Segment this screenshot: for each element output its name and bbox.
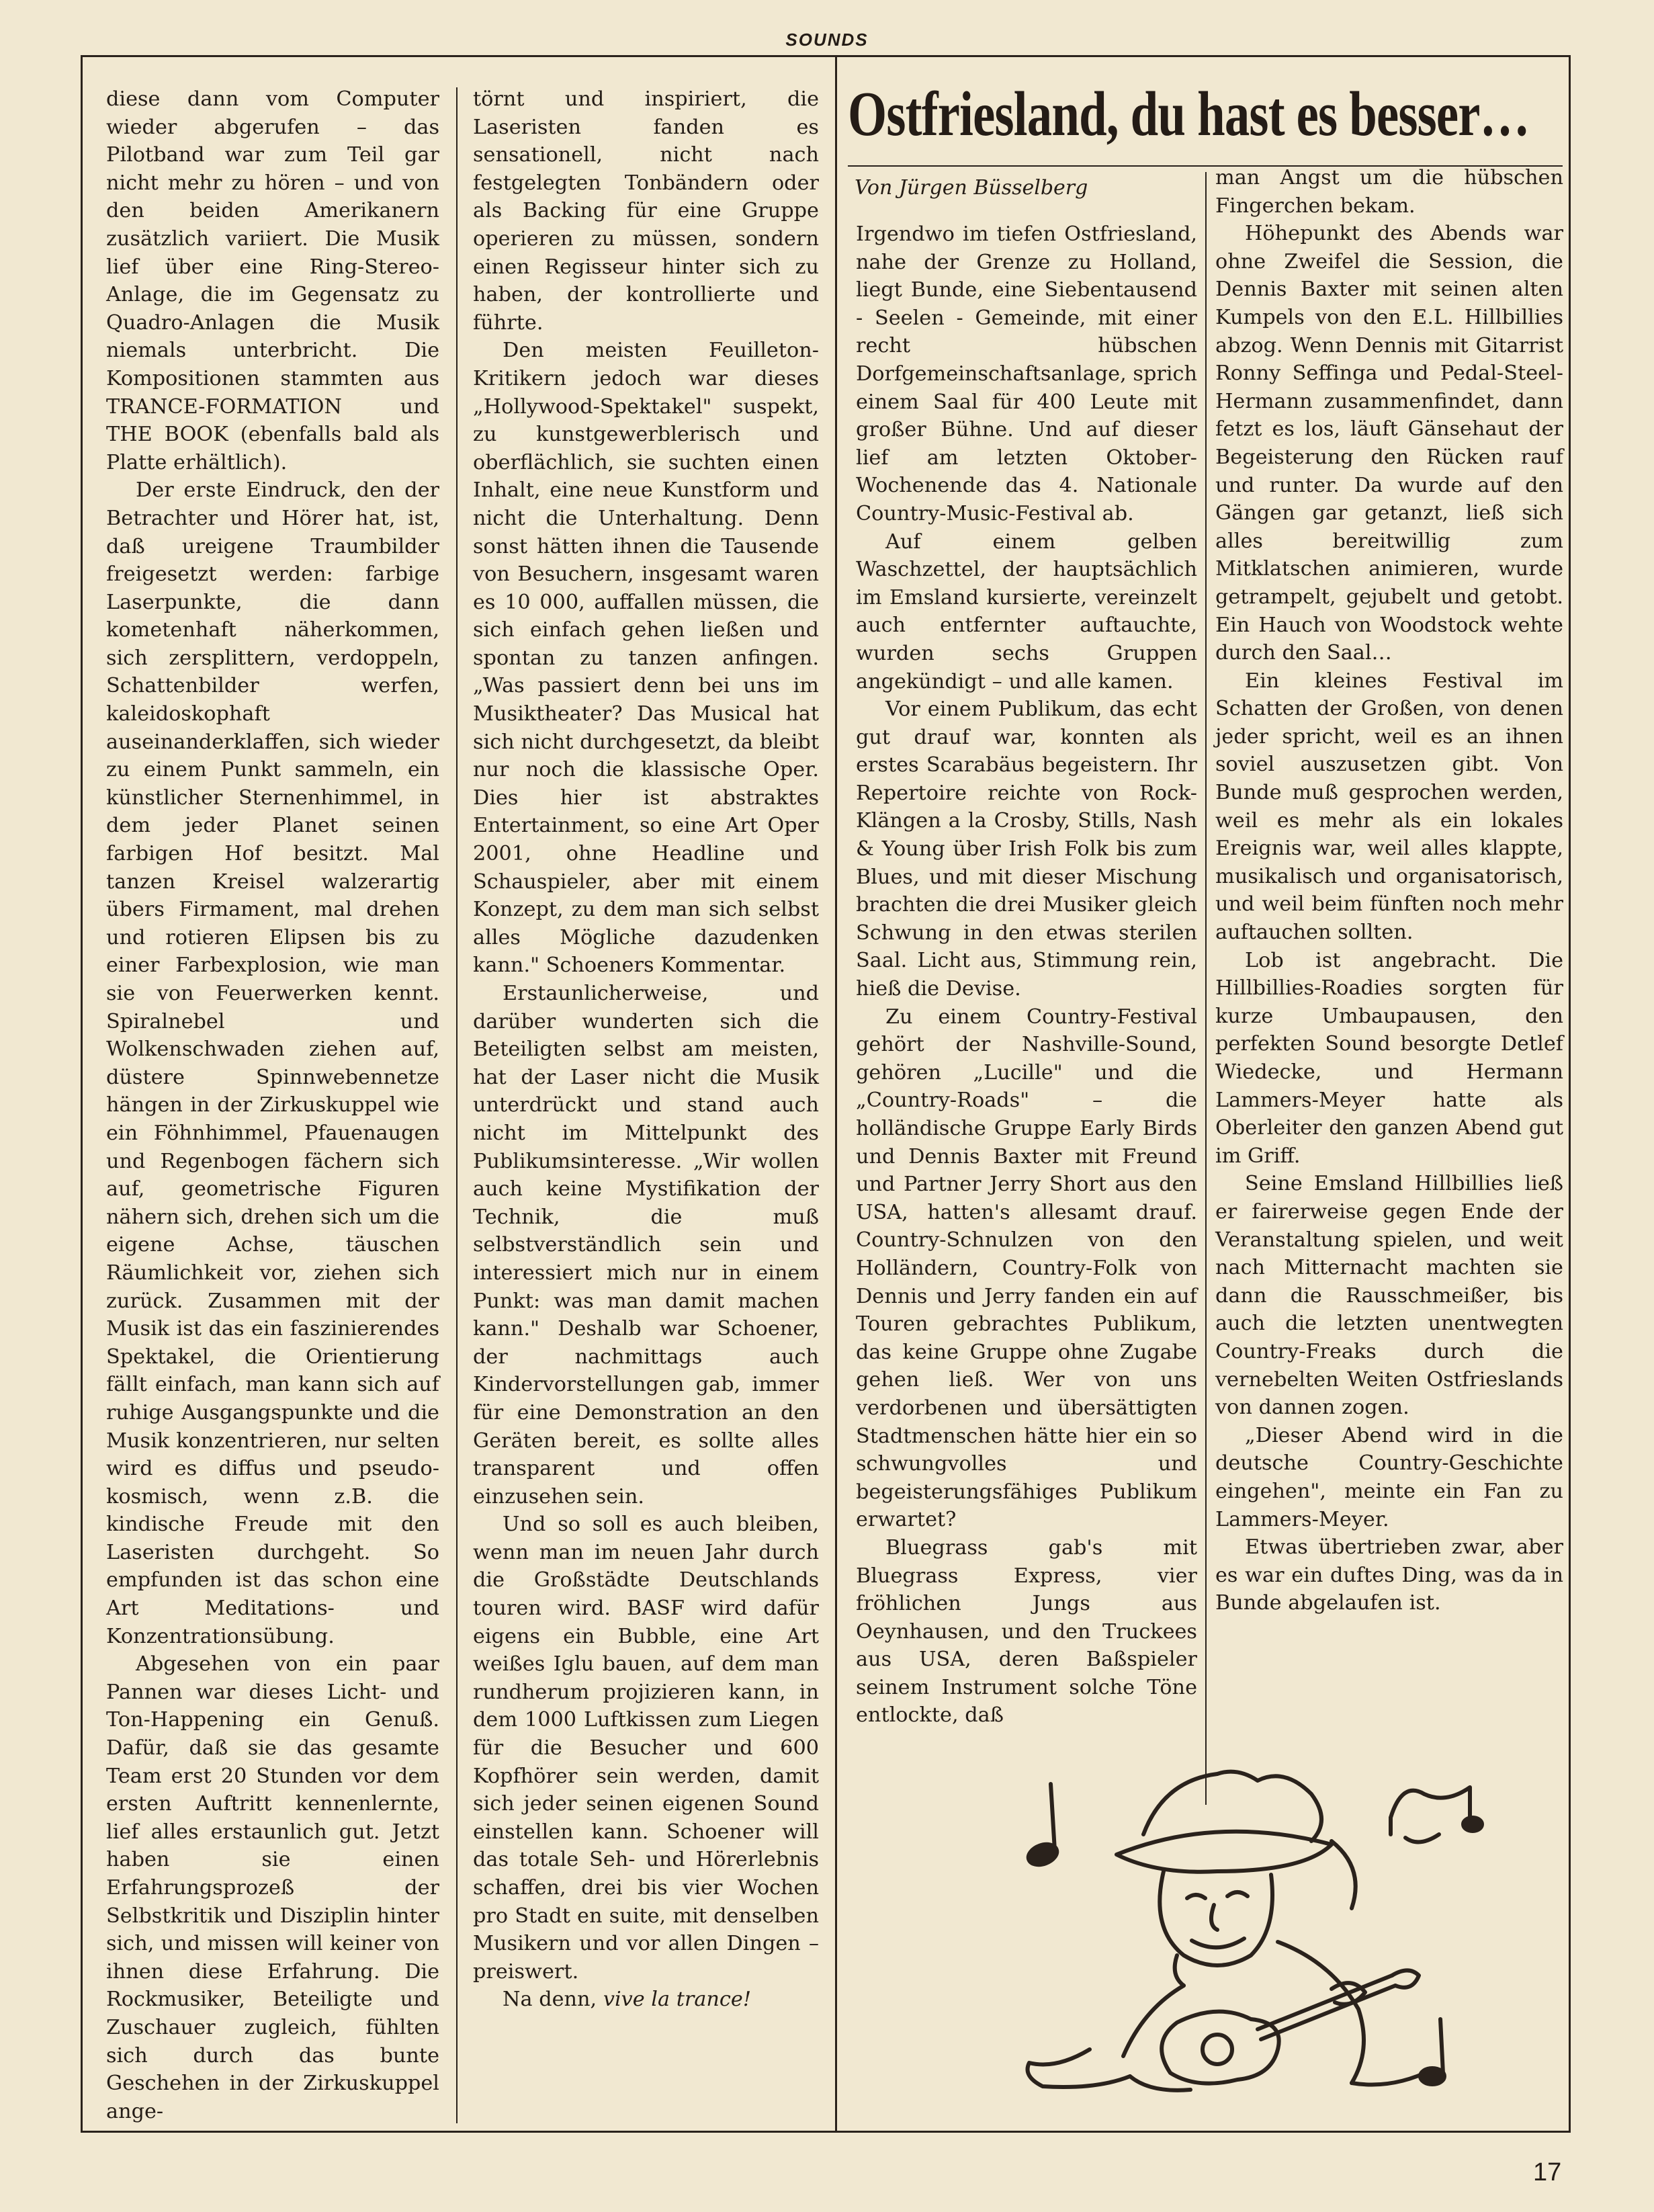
article2-column-1 — [856, 220, 1197, 1730]
closing-line — [473, 1986, 819, 2014]
page-number: 17 — [1533, 2158, 1562, 2186]
paragraph: Zu einem Country-Festival gehört der Nashville-Sound, gehören „Lucille" und die „Country-Roads" – die holländische Gruppe Early Birds und Dennis Baxter mit Freund und Partner Jerry Short aus den USA, hatten's allesamt drauf. Country-Schnulzen von den Holländern, Country-Folk von Dennis und Jerry fanden ein auf Touren gebrachtes Publikum, das keine Gruppe ohne Zugabe gehen ließ. Wer von uns verdorbenen und übersättigten Stadtmenschen hätte hier ein so schwungvolles und begeisterungsfähiges Publikum erwartet? — [856, 1005, 1197, 1532]
paragraph: Höhepunkt des Abends war ohne Zweifel die Session, die Dennis Baxter mit seinen alten Kumpels von den E.L. Hillbillies abzog. Wenn Dennis mit Gitarrist Ronny Seffinga und Pedal-Steel-Hermann zusammenfindet, dann fetzt es los, läuft Gänsehaut der Begeisterung den Rücken rauf und runter. Da wurde auf den Gängen gar getanzt, ließ sich alles bereitwillig zum Mitklatschen animieren, wurde getrampelt, gejubelt und getobt. Ein Hauch von Woodstock wehte durch den Saal… — [1215, 222, 1563, 665]
paragraph: „Dieser Abend wird in die deutsche Country-Geschichte eingehen", meinte ein Fan zu Lammers-Meyer. — [1215, 1423, 1563, 1531]
cowboy-guitar-illustration — [1016, 1754, 1486, 2096]
paragraph: Ein kleines Festival im Schatten der Großen, von denen jeder spricht, weil es an ihnen soviel auszusetzen gibt. Von Bunde muß gesprochen werden, weil es mehr als ein lokales Ereignis war, weil alles klappte, musikalisch und organisatorisch, und weil beim fünften noch mehr auftauchen sollten. — [1215, 669, 1563, 945]
magazine-header: SOUNDS — [785, 30, 869, 50]
paragraph: diese dann vom Computer wieder abgerufen – das Pilotband war zum Teil gar nicht mehr zu hören – und von den beiden Amerikanern zusätzlich variiert. Die Musik lief über eine Ring-Stereo-Anlage, die im Gegensatz zu Quadro-Anlagen die Musik niemals unterbricht. Die Kompositionen stammten aus TRANCE-FORMATION und THE BOOK (ebenfalls bald als Platte erhältlich). — [106, 87, 439, 474]
paragraph: Irgendwo im tiefen Ostfriesland, nahe der Grenze zu Holland, liegt Bunde, eine Siebentausend - Seelen - Gemeinde, mit einer recht hübschen Dorfgemeinschaftsanlage, sprich einem Saal für 400 Leute mit großer Bühne. Und auf dieser lief am letzten Oktober-Wochenende das 4. Nationale Country-Music-Festival ab. — [856, 222, 1197, 525]
paragraph: Seine Emsland Hillbillies ließ er fairerweise gegen Ende der Veranstaltung spielen, und weit nach Mitternacht machten sie dann die Rausschmeißer, bis auch die letzten unentwegten Country-Freaks durch die vernebelten Weiten Ostfrieslands von dannen zogen. — [1215, 1172, 1563, 1420]
paragraph: Der erste Eindruck, den der Betrachter und Hörer hat, ist, daß ureigene Traumbilder freigesetzt werden: farbige Laserpunkte, die dann kometenhaft näherkommen, sich zersplittern, verdoppeln, Schattenbilder werfen, kaleidoskophaft auseinanderklaffen, sich wieder zu einem Punkt sammeln, ein künstlicher Sternenhimmel, in dem jeder Planet seinen farbigen Hof besitzt. Mal tanzen Kreisel walzerartig übers Firmament, mal drehen und rotieren Elipsen bis zu einer Farbexplosion, wie man sie von Feuerwerken kennt. Spiralnebel und Wolkenschwaden ziehen auf, düstere Spinnwebennetze hängen in der Zirkuskuppel wie ein Föhnhimmel, Pfauenaugen und Regenbogen fächern sich auf, geometrische Figuren nähern sich, drehen sich um die eigene Achse, täuschen Räumlichkeit vor, ziehen sich zurück. Zusammen mit der Musik ist das ein faszinierendes Spektakel, die Orientierung fällt einfach, man kann sich auf ruhige Ausgangspunkte und die Musik konzentrieren, nur selten wird es diffus und pseudo-kosmisch, wenn z.B. die kindische Freude mit den Laseristen durchgeht. So empfunden ist das schon eine Art Meditations- und Konzentrationsübung. — [106, 478, 439, 1648]
paragraph: törnt und inspiriert, die Laseristen fanden es sensationell, nicht nach festgelegten Tonbändern oder als Backing für eine Gruppe operieren zu müssen, sondern einen Regisseur hinter sich zu haben, der kontrollierte und führte. — [473, 87, 819, 335]
paragraph: Vor einem Publikum, das echt gut drauf war, konnten als erstes Scarabäus begeistern. Ihr Repertoire reichte von Rock-Klängen a la Crosby, Stills, Nash & Young über Irish Folk bis zum Blues, und mit dieser Mischung brachten die drei Musiker gleich Schwung in den etwas sterilen Saal. Licht aus, Stimmung rein, hieß die Devise. — [856, 697, 1197, 1001]
column-rule-1 — [456, 87, 458, 2123]
column-rule-2 — [835, 55, 837, 2133]
closing-lead: Na denn, — [503, 1988, 603, 2012]
column-rule-3 — [1205, 172, 1207, 1805]
article2-column-2 — [1215, 164, 1563, 1617]
paragraph: Etwas übertrieben zwar, aber es war ein duftes Ding, was da in Bunde abgelaufen ist. — [1215, 1535, 1563, 1615]
article-byline: Von Jürgen Büsselberg — [855, 176, 1088, 200]
article-headline: Ostfriesland, du hast es besser… — [848, 79, 1530, 149]
article1-column-1 — [106, 85, 439, 2125]
paragraph: man Angst um die hübschen Fingerchen bekam. — [1215, 166, 1563, 218]
paragraph: Bluegrass gab's mit Bluegrass Express, vier fröhlichen Jungs aus Oeynhausen, und den Truckees aus USA, deren Baßspieler seinem Instrument solche Töne entlockte, daß — [856, 1535, 1197, 1728]
closing-italic: vive la trance! — [603, 1988, 751, 2012]
paragraph: Den meisten Feuilleton-Kritikern jedoch war dieses „Hollywood-Spektakel" suspekt, zu kunstgewerblerisch und oberflächlich, sie suchten einen Inhalt, eine neue Kunstform und nicht die Unterhaltung. Denn sonst hätten ihnen die Tausende von Besuchern, insgesamt waren es 10 000, auffallen müssen, die sich einfach gehen ließen und spontan zu tanzen anfingen. „Was passiert denn bei uns im Musiktheater? Das Musical hat sich nicht durchgesetzt, da bleibt nur noch die klassische Oper. Dies hier ist abstraktes Entertainment, so eine Art Oper 2001, ohne Headline und Schauspieler, aber mit einem Konzept, zu dem man sich selbst alles Mögliche dazudenken kann." Schoeners Kommentar. — [473, 339, 819, 978]
paragraph: Und so soll es auch bleiben, wenn man im neuen Jahr durch die Großstädte Deutschlands touren wird. BASF wird dafür eigens ein Bubble, eine Art weißes Iglu bauen, auf dem man rundherum projizieren kann, in dem 1000 Luftkissen zum Liegen für die Besucher und 600 Kopfhörer sein werden, damit sich jeder seinen eigenen Sound einstellen kann. Schoener will das totale Seh- und Hörerlebnis schaffen, drei bis vier Wochen pro Stadt en suite, mit denselben Musikern und vor allen Dingen – preiswert. — [473, 1513, 819, 1984]
article1-column-2 — [473, 85, 819, 2014]
paragraph: Lob ist angebracht. Die Hillbillies-Roadies sorgten für kurze Umbaupausen, den perfekten Sound besorgte Detlef Wiedecke, und Hermann Lammers-Meyer hatte als Oberleiter den ganzen Abend gut im Griff. — [1215, 948, 1563, 1168]
paragraph: Erstaunlicherweise, und darüber wunderten sich die Beteiligten selbst am meisten, hat der Laser nicht die Musik unterdrückt und stand auch nicht im Mittelpunkt des Publikumsinteresse. „Wir wollen auch keine Mystifikation der Technik, die muß selbstverständlich sein und interessiert mich nur in einem Punkt: was man damit machen kann." Deshalb war Schoener, der nachmittags auch Kindervorstellungen gab, immer für eine Demonstration an den Geräten bereit, es sollte alles transparent und offen einzusehen sein. — [473, 982, 819, 1508]
paragraph: Abgesehen von ein paar Pannen war dieses Licht- und Ton-Happening ein Genuß. Dafür, daß sie das gesamte Team erst 20 Stunden vor dem ersten Auftritt kennenlernte, lief alles erstaunlich gut. Jetzt haben sie einen Erfahrungsprozeß der Selbstkritik und Disziplin hinter sich, und missen will keiner von ihnen diese Erfahrung. Die Rockmusiker, Beteiligte und Zuschauer zugleich, fühlten sich durch das bunte Geschehen in der Zirkuskuppel ange- — [106, 1652, 439, 2123]
paragraph: Auf einem gelben Waschzettel, der hauptsächlich im Emsland kursierte, vereinzelt auch entfernter auftauchte, wurden sechs Gruppen angekündigt – und alle kamen. — [856, 529, 1197, 693]
